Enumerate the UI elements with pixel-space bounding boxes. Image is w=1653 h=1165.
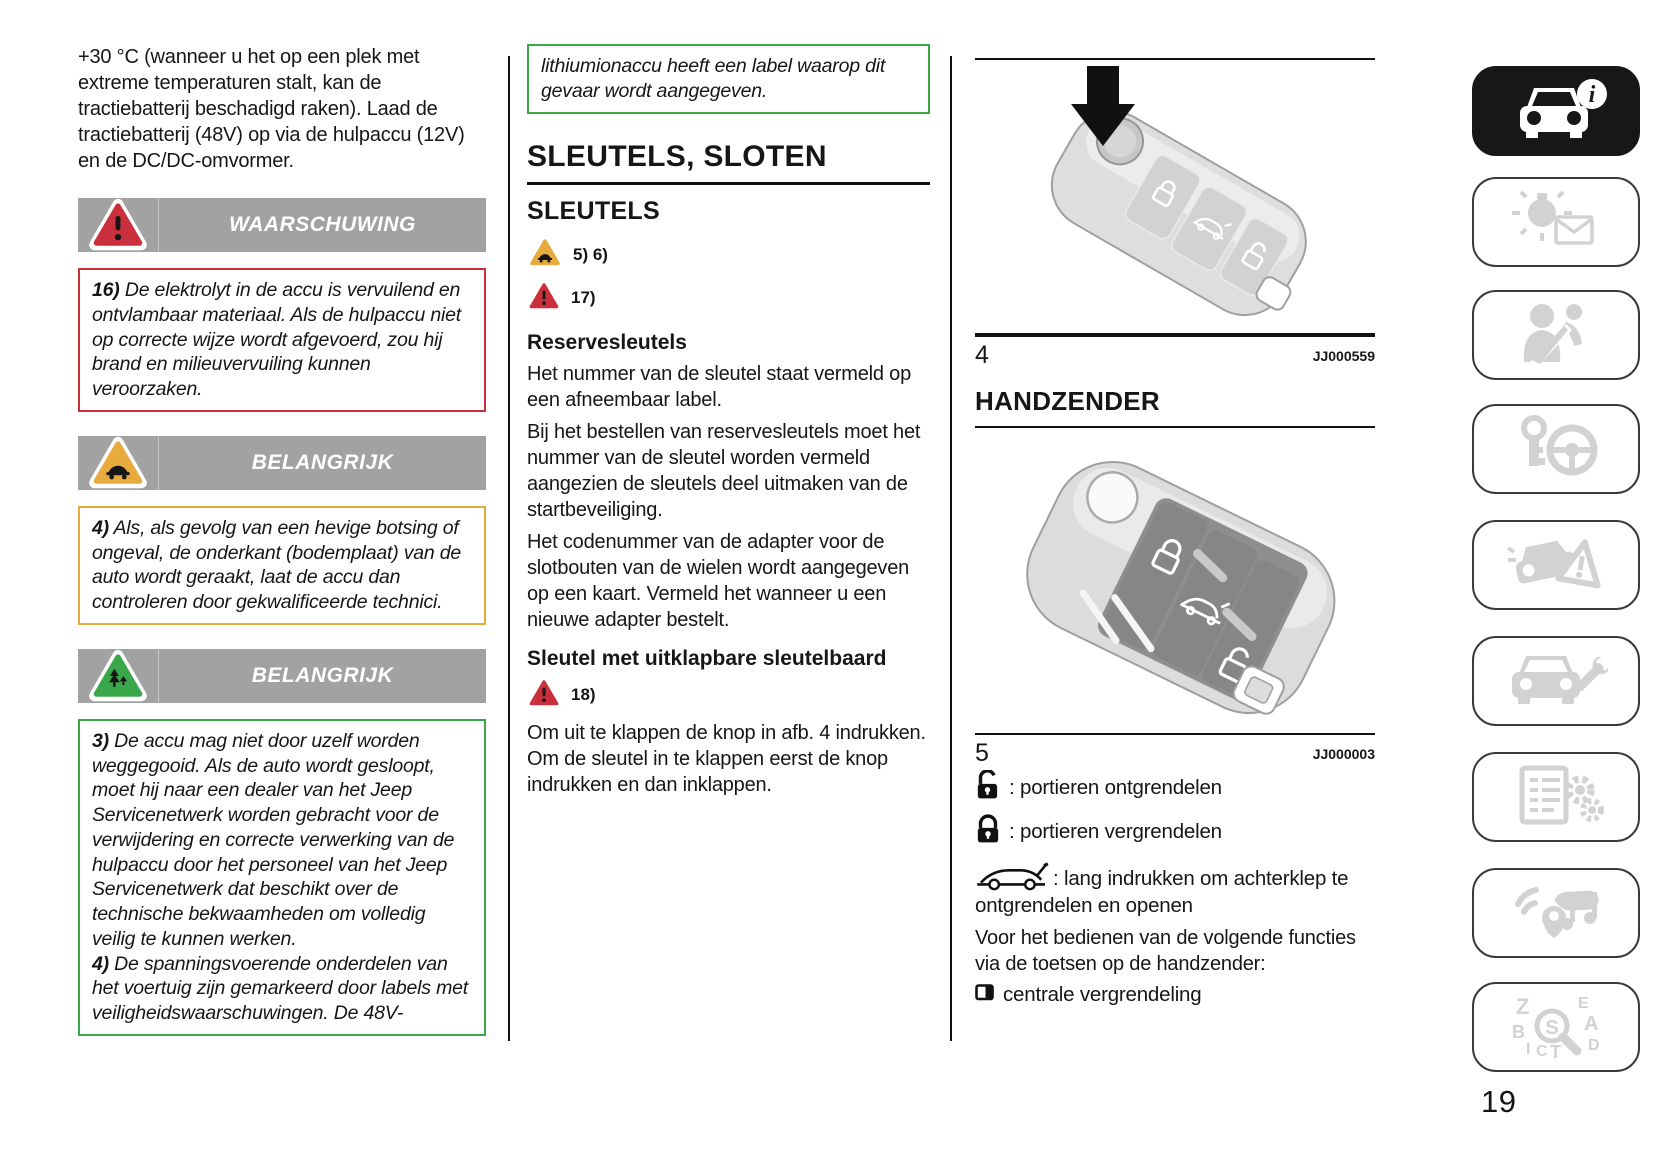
sidebar-item-index[interactable]	[1472, 982, 1640, 1072]
figure-number: 4	[975, 341, 989, 369]
lock-function-row	[975, 814, 1375, 850]
figure-code: JJ000003	[1312, 746, 1375, 762]
note-text: De elektrolyt in de accu is vervuilend en ontvlambaar materiaal. Als de hulpaccu niet op correcte wijze wordt afgevoerd, zou hij brand en milieuvervuiling kunnen veroorzaken.	[92, 279, 461, 400]
important-environment-note-box	[78, 719, 486, 1036]
reserve-keys-title: Reservesleutels	[527, 330, 687, 354]
page-number: 19	[1481, 1084, 1517, 1119]
warning-note-box	[78, 268, 486, 412]
svg-text:T: T	[1550, 1041, 1561, 1058]
remote-key-buttons-figure	[975, 428, 1375, 728]
svg-text:S: S	[1545, 1016, 1559, 1039]
intro-paragraph: +30 °C (wanneer u het op een plek met extreme temperaturen stalt, kan de tractiebatterij beschadigd raken). Laad de tractiebatterij (48V) op via de hulpaccu (12V) en de DC/DC-omvormer.	[78, 46, 465, 172]
svg-text:E: E	[1578, 994, 1589, 1012]
svg-text:I: I	[1526, 1040, 1531, 1058]
note-number: 16)	[92, 279, 120, 301]
sidebar-item-warning-lights[interactable]	[1472, 177, 1640, 267]
handzender-title: HANDZENDER	[975, 386, 1375, 428]
important-banner-car	[78, 436, 486, 490]
note-text: Als, als gevolg van een hevige botsing of ongeval, de onderkant (bodemplaat) van de auto wordt geraakt, laat de accu dan controleren door gekwalificeerde technici.	[92, 516, 462, 613]
function-text: : portieren vergrendelen	[1009, 820, 1222, 843]
central-locking-text: centrale vergrendeling	[1003, 983, 1202, 1007]
column-divider	[508, 56, 510, 1041]
figure-4-caption	[975, 337, 1375, 370]
reference-numbers: 18)	[571, 685, 596, 704]
important-environment-triangle-icon	[78, 649, 159, 703]
figure-5-caption	[975, 735, 1375, 768]
tailgate-function-row	[975, 860, 1375, 919]
emergency-icon	[1504, 530, 1608, 601]
safety-icon	[1504, 300, 1608, 371]
flip-key-with-release-button-figure	[975, 60, 1375, 328]
functions-outro: Voor het bedienen van de volgende functies via de toetsen op de handzender:	[975, 927, 1356, 976]
reserve-paragraph: Bij het bestellen van reservesleutels moet het nummer van de sleutel worden vermeld aangezien de sleutels deel uitmaken van de startbeveiliging.	[527, 420, 921, 521]
note-text: lithiumionaccu heeft een label waarop dit gevaar wordt aangegeven.	[541, 55, 886, 102]
figure-4	[975, 58, 1375, 337]
right-column	[975, 44, 1375, 1013]
car-info-icon	[1504, 76, 1608, 147]
svg-text:Z: Z	[1516, 993, 1530, 1019]
reserve-paragraph: Het nummer van de sleutel staat vermeld op een afneembaar label.	[527, 362, 912, 411]
reserve-paragraph: Het codenummer van de adapter voor de slotbouten van de wielen wordt aangegeven op een kaart. Vermeld het wanneer u een nieuwe adapter bestelt.	[527, 530, 910, 631]
important-car-triangle-icon	[527, 236, 563, 274]
warning-triangle-icon	[78, 198, 159, 252]
svg-text:A: A	[1584, 1012, 1599, 1035]
central-locking-row	[975, 983, 1375, 1007]
note-number: 4)	[92, 952, 109, 975]
subsection-title: SLEUTELS	[527, 196, 660, 225]
alphabetical-index-icon	[1504, 992, 1608, 1063]
important-banner-environment-label: BELANGRIJK	[251, 663, 394, 687]
central-locking-icon	[975, 983, 994, 1007]
flip-key-paragraph: Om uit te klappen de knop in afb. 4 indrukken. Om de sleutel in te klappen eerst de knop indrukken en dan inklappen.	[527, 721, 926, 796]
svg-text:D: D	[1588, 1036, 1600, 1054]
sidebar-item-technical-data[interactable]	[1472, 752, 1640, 842]
svg-text:C: C	[1536, 1042, 1548, 1058]
note-text: De accu mag niet door uzelf worden weggegooid. Als de auto wordt gesloopt, moet hij naar een dealer van het Jeep Servicenetwerk worden gebracht voor de verwijdering en correcte verwerking van de hulpaccu door het personeel van het Jeep Servicenetwerk dat beschikt over de technische bekwaamheden om volledig veilig te kunnen werken.	[92, 729, 455, 950]
warning-banner-label: WAARSCHUWING	[229, 213, 416, 236]
figure-code: JJ000559	[1312, 348, 1375, 364]
column-divider	[950, 56, 952, 1041]
multimedia-icon	[1504, 878, 1608, 949]
reference-numbers: 5) 6)	[573, 244, 608, 264]
middle-column	[527, 44, 930, 804]
tailgate-open-icon	[975, 867, 1053, 890]
section-title: SLEUTELS, SLOTEN	[527, 140, 930, 185]
function-text: : lang indrukken om achterklep te ontgrendelen en openen	[975, 867, 1349, 917]
sidebar-item-servicing[interactable]	[1472, 636, 1640, 726]
warning-triangle-icon	[527, 280, 561, 317]
flip-key-title: Sleutel met uitklapbare sleutelbaard	[527, 646, 887, 670]
left-column	[78, 44, 486, 1036]
note-text: De spanningsvoerende onderdelen van het voertuig zijn gemarkeerd door labels met veiligheidswaarschuwingen. De 48V-	[92, 952, 468, 1024]
note-number: 4)	[92, 516, 109, 539]
note-number: 3)	[92, 729, 109, 752]
svg-text:i: i	[1588, 81, 1596, 108]
sidebar-item-starting-driving[interactable]	[1472, 404, 1640, 494]
starting-driving-icon	[1504, 414, 1608, 485]
important-banner-environment	[78, 649, 486, 703]
continued-note-box	[527, 44, 930, 114]
lock-icon	[975, 814, 1001, 850]
unlock-function-row	[975, 770, 1375, 806]
figure-5	[975, 428, 1375, 735]
sidebar-item-emergency[interactable]	[1472, 520, 1640, 610]
reference-line-red	[527, 280, 930, 317]
reference-numbers: 17)	[571, 288, 596, 307]
important-car-triangle-icon	[78, 436, 159, 490]
unlock-icon	[975, 770, 1001, 806]
reference-line-yellow	[527, 236, 930, 274]
important-banner-car-label: BELANGRIJK	[251, 450, 394, 474]
warning-triangle-icon	[527, 677, 561, 714]
warning-lights-messages-icon	[1504, 187, 1608, 258]
warning-banner	[78, 198, 486, 252]
sidebar-item-safety[interactable]	[1472, 290, 1640, 380]
svg-text:B: B	[1512, 1021, 1525, 1042]
servicing-maintenance-icon	[1504, 646, 1608, 717]
figure-number: 5	[975, 739, 989, 767]
important-car-note-box	[78, 506, 486, 625]
technical-data-icon	[1504, 762, 1608, 833]
sidebar-item-multimedia[interactable]	[1472, 868, 1640, 958]
function-text: : portieren ontgrendelen	[1009, 776, 1222, 799]
sidebar-item-car-info[interactable]	[1472, 66, 1640, 156]
reference-line-red	[527, 677, 930, 714]
